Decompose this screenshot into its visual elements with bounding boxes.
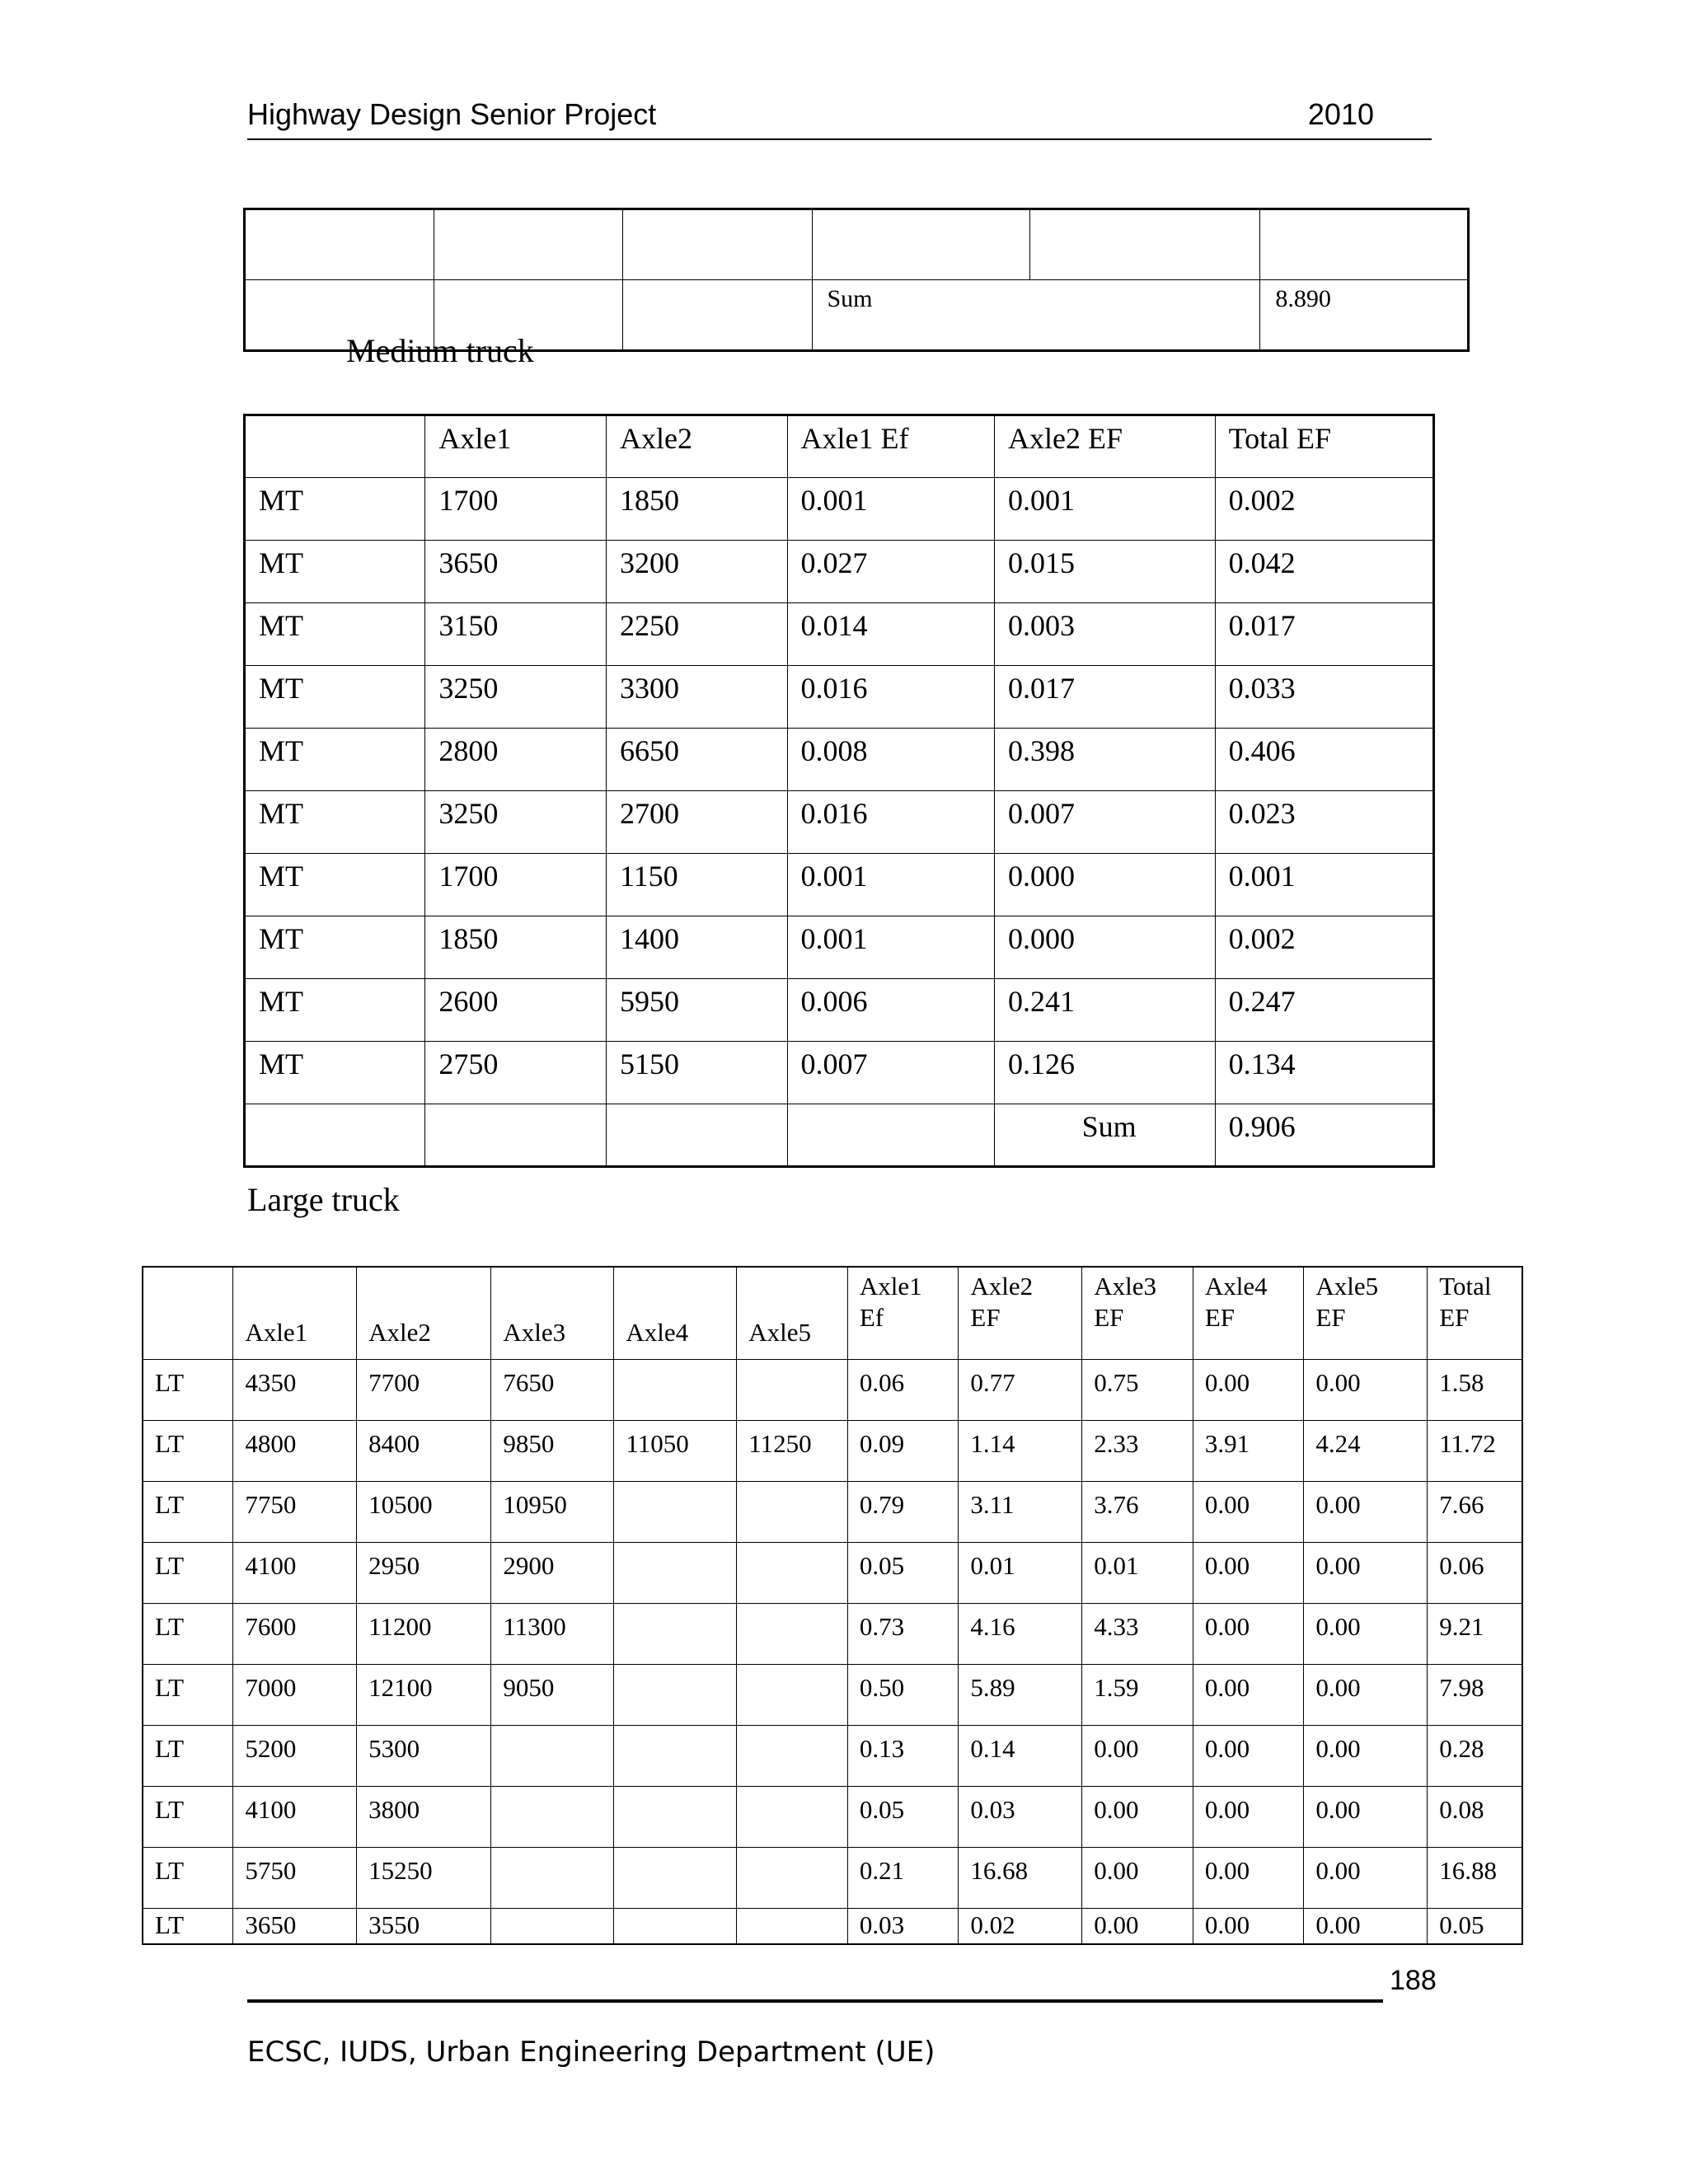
column-header: Axle3 EF: [1082, 1267, 1193, 1359]
column-header: Axle3: [491, 1267, 614, 1359]
column-header: Axle1 Ef: [847, 1267, 959, 1359]
table-cell: 0.001: [1215, 854, 1433, 916]
table-cell: 0.00: [1193, 1603, 1304, 1664]
footer-text: ECSC, IUDS, Urban Engineering Department (UE): [247, 2036, 935, 2069]
table-cell: 5950: [606, 979, 787, 1042]
table-cell: [491, 1725, 614, 1786]
table-cell: [614, 1725, 737, 1786]
column-header: Axle1: [233, 1267, 357, 1359]
table-cell: 0.06: [1428, 1542, 1522, 1603]
column-header: [143, 1267, 233, 1359]
table-cell: 0.007: [994, 791, 1215, 854]
table-cell: 0.00: [1082, 1725, 1193, 1786]
table-cell: 16.68: [959, 1847, 1082, 1908]
table-cell: 11300: [491, 1603, 614, 1664]
table-row: [245, 541, 1434, 603]
table-cell: 0.00: [1193, 1786, 1304, 1847]
table-row: [143, 1725, 1522, 1786]
table-row: [245, 666, 1434, 729]
table-cell: 0.21: [847, 1847, 959, 1908]
table-cell: 0.398: [994, 729, 1215, 791]
column-header: [245, 415, 425, 478]
table-row: [245, 478, 1434, 541]
table-cell: 9050: [491, 1664, 614, 1725]
table-cell: 16.88: [1428, 1847, 1522, 1908]
column-header: Axle1: [425, 415, 607, 478]
table-cell: LT: [143, 1603, 233, 1664]
table-cell: 0.134: [1215, 1042, 1433, 1104]
table-cell: 0.023: [1215, 791, 1433, 854]
table-cell: 0.00: [1304, 1908, 1428, 1944]
table-cell: MT: [245, 666, 425, 729]
table-cell: 5750: [233, 1847, 357, 1908]
table-cell: [614, 1664, 737, 1725]
table-cell: 0.00: [1193, 1725, 1304, 1786]
table-cell: MT: [245, 541, 425, 603]
table-cell: 3.91: [1193, 1420, 1304, 1481]
column-header: Axle5 EF: [1304, 1267, 1428, 1359]
table-cell: 6650: [606, 729, 787, 791]
column-header: Axle5: [737, 1267, 848, 1359]
table-cell: 4800: [233, 1420, 357, 1481]
table-cell: 10950: [491, 1481, 614, 1542]
table-cell: [737, 1359, 848, 1420]
table-cell: 0.000: [994, 916, 1215, 979]
table-cell: 0.00: [1193, 1542, 1304, 1603]
table-cell: 0.006: [787, 979, 994, 1042]
table-cell: 0.00: [1193, 1664, 1304, 1725]
table-cell: 0.00: [1304, 1359, 1428, 1420]
table-cell: 7700: [357, 1359, 491, 1420]
table-cell: 3250: [425, 666, 607, 729]
table-cell: [614, 1847, 737, 1908]
table-cell: 0.002: [1215, 478, 1433, 541]
table-header-row: [245, 415, 1434, 478]
table-cell: 0.79: [847, 1481, 959, 1542]
table-cell: 7600: [233, 1603, 357, 1664]
table-cell: 8400: [357, 1420, 491, 1481]
table-cell: LT: [143, 1847, 233, 1908]
table-cell: 0.001: [787, 854, 994, 916]
empty-cell: [245, 1104, 425, 1167]
sum-value: 0.906: [1215, 1104, 1433, 1167]
table-cell: [737, 1603, 848, 1664]
column-header: Axle2 EF: [994, 415, 1215, 478]
table-cell: 0.003: [994, 603, 1215, 666]
header-title: Highway Design Senior Project: [247, 97, 657, 131]
table-cell: 0.00: [1193, 1908, 1304, 1944]
table-cell: 0.05: [1428, 1908, 1522, 1944]
table-cell: 0.28: [1428, 1725, 1522, 1786]
table-cell: MT: [245, 916, 425, 979]
table-cell: 10500: [357, 1481, 491, 1542]
table-row: [245, 979, 1434, 1042]
table-cell: 0.06: [847, 1359, 959, 1420]
table-row: [143, 1664, 1522, 1725]
table-cell: MT: [245, 854, 425, 916]
table-row: [245, 916, 1434, 979]
table-cell: 0.05: [847, 1542, 959, 1603]
table-cell: LT: [143, 1664, 233, 1725]
table-cell: 2950: [357, 1542, 491, 1603]
column-header: Axle2: [357, 1267, 491, 1359]
table-cell: 0.00: [1193, 1359, 1304, 1420]
table-cell: 1.59: [1082, 1664, 1193, 1725]
table-cell: 0.75: [1082, 1359, 1193, 1420]
table-cell: MT: [245, 603, 425, 666]
table-cell: 0.033: [1215, 666, 1433, 729]
table-cell: 1.58: [1428, 1359, 1522, 1420]
table-cell: [737, 1542, 848, 1603]
table-cell: 11.72: [1428, 1420, 1522, 1481]
table-cell: 7.66: [1428, 1481, 1522, 1542]
table-cell: [737, 1786, 848, 1847]
table-cell: LT: [143, 1725, 233, 1786]
column-header: Axle1 Ef: [787, 415, 994, 478]
table-cell: 1.14: [959, 1420, 1082, 1481]
table-cell: 0.00: [1304, 1847, 1428, 1908]
table-cell: 0.008: [787, 729, 994, 791]
table-cell: LT: [143, 1359, 233, 1420]
table-cell: 3650: [233, 1908, 357, 1944]
table-cell: 0.017: [994, 666, 1215, 729]
table-cell: [737, 1847, 848, 1908]
table-cell: 5.89: [959, 1664, 1082, 1725]
table-cell: 1700: [425, 478, 607, 541]
table-row: [143, 1786, 1522, 1847]
table-cell: 0.00: [1304, 1664, 1428, 1725]
table-cell: 0.002: [1215, 916, 1433, 979]
table-cell: 1850: [606, 478, 787, 541]
table-cell: 3650: [425, 541, 607, 603]
table-cell: 0.00: [1082, 1786, 1193, 1847]
table-cell: 7000: [233, 1664, 357, 1725]
table-cell: 0.016: [787, 666, 994, 729]
table-cell: 4.16: [959, 1603, 1082, 1664]
table-row: [143, 1603, 1522, 1664]
column-header: Total EF: [1215, 415, 1433, 478]
table-cell: 0.08: [1428, 1786, 1522, 1847]
previous-table-tail: [243, 208, 1470, 352]
table-cell: 2.33: [1082, 1420, 1193, 1481]
table-cell: [491, 1908, 614, 1944]
empty-cell: [425, 1104, 607, 1167]
table-cell: 0.016: [787, 791, 994, 854]
table-cell: [737, 1725, 848, 1786]
table-cell: 0.126: [994, 1042, 1215, 1104]
table-cell: MT: [245, 979, 425, 1042]
empty-cell: [606, 1104, 787, 1167]
table-cell: 0.014: [787, 603, 994, 666]
table-row: [245, 603, 1434, 666]
table-cell: 0.13: [847, 1725, 959, 1786]
table-cell: 0.00: [1193, 1481, 1304, 1542]
table-cell: 2800: [425, 729, 607, 791]
table-cell: 0.00: [1304, 1786, 1428, 1847]
table-cell: 7.98: [1428, 1664, 1522, 1725]
sum-label: Sum: [994, 1104, 1215, 1167]
table-cell: 0.14: [959, 1725, 1082, 1786]
table-cell: 4100: [233, 1786, 357, 1847]
table-cell: 4.24: [1304, 1420, 1428, 1481]
medium-truck-label: Medium truck: [346, 332, 534, 369]
table-cell: 5150: [606, 1042, 787, 1104]
table-cell: 0.00: [1193, 1847, 1304, 1908]
table-cell: MT: [245, 478, 425, 541]
footer-rule: [247, 1999, 1383, 2003]
table-cell: [491, 1786, 614, 1847]
sum-value: 8.890: [1260, 280, 1469, 351]
table-cell: [737, 1664, 848, 1725]
table-cell: [614, 1481, 737, 1542]
table-row: [143, 1481, 1522, 1542]
table-cell: 7750: [233, 1481, 357, 1542]
table-cell: [614, 1603, 737, 1664]
table-cell: 5300: [357, 1725, 491, 1786]
table-cell: 9850: [491, 1420, 614, 1481]
table-cell: 0.00: [1304, 1603, 1428, 1664]
table-row: [143, 1359, 1522, 1420]
table-cell: [614, 1542, 737, 1603]
table-cell: 0.03: [959, 1786, 1082, 1847]
table-cell: LT: [143, 1420, 233, 1481]
table-cell: 7650: [491, 1359, 614, 1420]
table-cell: [614, 1786, 737, 1847]
table-cell: [737, 1908, 848, 1944]
table-cell: 3550: [357, 1908, 491, 1944]
table-cell: 12100: [357, 1664, 491, 1725]
table-cell: 2750: [425, 1042, 607, 1104]
table-cell: 2250: [606, 603, 787, 666]
table-cell: [737, 1481, 848, 1542]
large-truck-label: Large truck: [247, 1181, 400, 1218]
table-cell: 3250: [425, 791, 607, 854]
table-cell: 0.017: [1215, 603, 1433, 666]
table-cell: MT: [245, 1042, 425, 1104]
table-cell: 0.77: [959, 1359, 1082, 1420]
page-header: [247, 97, 1432, 140]
table-row: [143, 1847, 1522, 1908]
table-row: [245, 854, 1434, 916]
table-row: [143, 1908, 1522, 1944]
table-row: [143, 1542, 1522, 1603]
empty-cell: [787, 1104, 994, 1167]
table-cell: 4.33: [1082, 1603, 1193, 1664]
table-row: [245, 209, 1469, 280]
table-row: [245, 729, 1434, 791]
table-cell: 0.007: [787, 1042, 994, 1104]
table-cell: 2700: [606, 791, 787, 854]
table-cell: 15250: [357, 1847, 491, 1908]
table-cell: 0.73: [847, 1603, 959, 1664]
table-row: [245, 1042, 1434, 1104]
table-cell: [491, 1847, 614, 1908]
table-cell: 0.00: [1082, 1908, 1193, 1944]
table-header-row: [143, 1267, 1522, 1359]
table-cell: 3.11: [959, 1481, 1082, 1542]
table-cell: 0.406: [1215, 729, 1433, 791]
table-cell: MT: [245, 729, 425, 791]
table-cell: 1850: [425, 916, 607, 979]
table-cell: 0.00: [1304, 1542, 1428, 1603]
table-row: [143, 1420, 1522, 1481]
table-cell: 1700: [425, 854, 607, 916]
table-cell: 3.76: [1082, 1481, 1193, 1542]
table-cell: 0.00: [1304, 1725, 1428, 1786]
table-cell: 0.00: [1304, 1481, 1428, 1542]
table-cell: [614, 1908, 737, 1944]
table-cell: 0.03: [847, 1908, 959, 1944]
table-cell: LT: [143, 1908, 233, 1944]
table-cell: 0.042: [1215, 541, 1433, 603]
table-cell: 0.02: [959, 1908, 1082, 1944]
table-cell: 11200: [357, 1603, 491, 1664]
table-cell: 3300: [606, 666, 787, 729]
large-truck-table: [142, 1266, 1523, 1945]
table-cell: 3800: [357, 1786, 491, 1847]
table-cell: 4350: [233, 1359, 357, 1420]
table-cell: 0.00: [1082, 1847, 1193, 1908]
column-header: Total EF: [1428, 1267, 1522, 1359]
table-cell: 3200: [606, 541, 787, 603]
header-year: 2010: [1307, 97, 1374, 131]
table-cell: 0.015: [994, 541, 1215, 603]
table-cell: 0.01: [959, 1542, 1082, 1603]
column-header: Axle2 EF: [959, 1267, 1082, 1359]
page-number: 188: [1390, 1965, 1437, 1996]
medium-truck-table: [243, 414, 1435, 1168]
table-cell: 0.001: [787, 478, 994, 541]
table-cell: LT: [143, 1542, 233, 1603]
table-cell: 0.027: [787, 541, 994, 603]
table-row: [245, 791, 1434, 854]
table-cell: 0.50: [847, 1664, 959, 1725]
column-header: Axle4 EF: [1193, 1267, 1304, 1359]
table-cell: 0.247: [1215, 979, 1433, 1042]
column-header: Axle4: [614, 1267, 737, 1359]
table-cell: 2600: [425, 979, 607, 1042]
table-cell: [614, 1359, 737, 1420]
table-cell: MT: [245, 791, 425, 854]
table-cell: 3150: [425, 603, 607, 666]
table-cell: 5200: [233, 1725, 357, 1786]
table-cell: 0.01: [1082, 1542, 1193, 1603]
table-cell: LT: [143, 1786, 233, 1847]
table-cell: 0.09: [847, 1420, 959, 1481]
table-cell: LT: [143, 1481, 233, 1542]
table-cell: 11050: [614, 1420, 737, 1481]
table-cell: 4100: [233, 1542, 357, 1603]
table-cell: 0.241: [994, 979, 1215, 1042]
sum-row: [245, 1104, 1434, 1167]
table-cell: 11250: [737, 1420, 848, 1481]
column-header: Axle2: [606, 415, 787, 478]
table-cell: 1400: [606, 916, 787, 979]
table-cell: 0.001: [787, 916, 994, 979]
table-cell: 2900: [491, 1542, 614, 1603]
table-cell: 0.000: [994, 854, 1215, 916]
table-cell: 9.21: [1428, 1603, 1522, 1664]
sum-label: Sum: [812, 280, 1260, 351]
table-cell: 0.05: [847, 1786, 959, 1847]
table-cell: 1150: [606, 854, 787, 916]
table-cell: 0.001: [994, 478, 1215, 541]
